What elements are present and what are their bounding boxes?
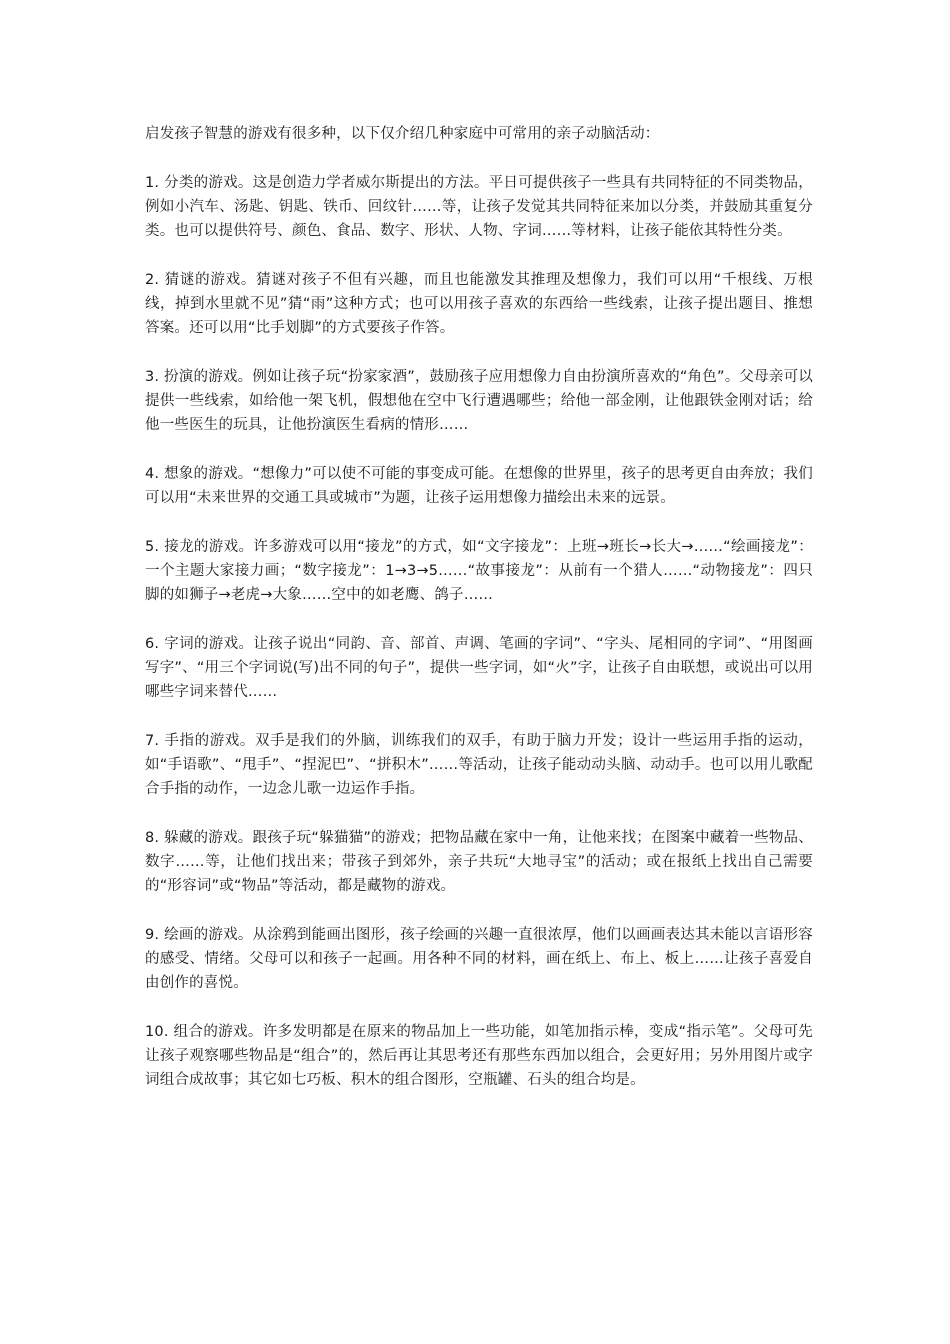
paragraph-combination-game: 10. 组合的游戏。许多发明都是在原来的物品加上一些功能，如笔加指示棒，变成“指示笔”。父母可先让孩子观察哪些物品是“组合”的，然后再让其思考还有那些东西加以组合，会更好用；另外用图片或字词组合成故事；其它如七巧板、积木的组合图形，空瓶罐、石头的组合均是。 [145, 1024, 813, 1088]
paragraph-hide-game: 8. 躲藏的游戏。跟孩子玩“躲猫猫”的游戏；把物品藏在家中一角，让他来找；在图案中藏着一些物品、数字……等，让他们找出来；带孩子到郊外，亲子共玩“大地寻宝”的活动；或在报纸上找出自己需要的“形容词”或“物品”等活动，都是藏物的游戏。 [145, 830, 813, 894]
document-body [145, 122, 813, 1117]
intro-paragraph: 启发孩子智慧的游戏有很多种，以下仅介绍几种家庭中可常用的亲子动脑活动： [145, 126, 660, 142]
paragraph-word-game: 6. 字词的游戏。让孩子说出“同韵、音、部首、声调、笔画的字词”、“字头、尾相同的字词”、“用图画写字”、“用三个字词说(写)出不同的句子”，提供一些字词，如“火”字，让孩子自由联想，或说出可以用哪些字词来替代…… [145, 636, 813, 700]
paragraph-imagination-game: 4. 想象的游戏。“想像力”可以使不可能的事变成可能。在想像的世界里，孩子的思考更自由奔放；我们可以用“未来世界的交通工具或城市”为题，让孩子运用想像力描绘出未来的远景。 [145, 466, 813, 506]
paragraph-chain-game: 5. 接龙的游戏。许多游戏可以用“接龙”的方式，如“文字接龙”：上班→班长→长大→……“绘画接龙”：一个主题大家接力画；“数字接龙”：1→3→5……“故事接龙”：从前有一个猎人……“动物接龙”：四只脚的如狮子→老虎→大象……空中的如老鹰、鸽子…… [145, 539, 813, 603]
paragraph-classification-game: 1. 分类的游戏。这是创造力学者威尔斯提出的方法。平日可提供孩子一些具有共同特征的不同类物品，例如小汽车、汤匙、钥匙、铁币、回纹针……等，让孩子发觉其共同特征来加以分类，并鼓励其重复分类。也可以提供符号、颜色、食品、数字、形状、人物、字词……等材料，让孩子能依其特性分类。 [145, 175, 813, 239]
paragraph-role-play-game: 3. 扮演的游戏。例如让孩子玩“扮家家酒”，鼓励孩子应用想像力自由扮演所喜欢的“角色”。父母亲可以提供一些线索，如给他一架飞机，假想他在空中飞行遭遇哪些；给他一部金刚，让他跟铁金刚对话；给他一些医生的玩具，让他扮演医生看病的情形…… [145, 369, 813, 433]
paragraph-finger-game: 7. 手指的游戏。双手是我们的外脑，训练我们的双手，有助于脑力开发；设计一些运用手指的运动，如“手语歌”、“甩手”、“捏泥巴”、“拼积木”……等活动，让孩子能动动头脑、动动手。也可以用儿歌配合手指的动作，一边念儿歌一边运作手指。 [145, 733, 813, 797]
paragraph-drawing-game: 9. 绘画的游戏。从涂鸦到能画出图形，孩子绘画的兴趣一直很浓厚，他们以画画表达其未能以言语形容的感受、情绪。父母可以和孩子一起画。用各种不同的材料，画在纸上、布上、板上……让孩子喜爱自由创作的喜悦。 [145, 927, 813, 991]
paragraph-riddle-game: 2. 猜谜的游戏。猜谜对孩子不但有兴趣，而且也能激发其推理及想像力，我们可以用“千根线、万根线，掉到水里就不见”猜“雨”这种方式；也可以用孩子喜欢的东西给一些线索，让孩子提出题目、推想答案。还可以用“比手划脚”的方式要孩子作答。 [145, 272, 813, 336]
